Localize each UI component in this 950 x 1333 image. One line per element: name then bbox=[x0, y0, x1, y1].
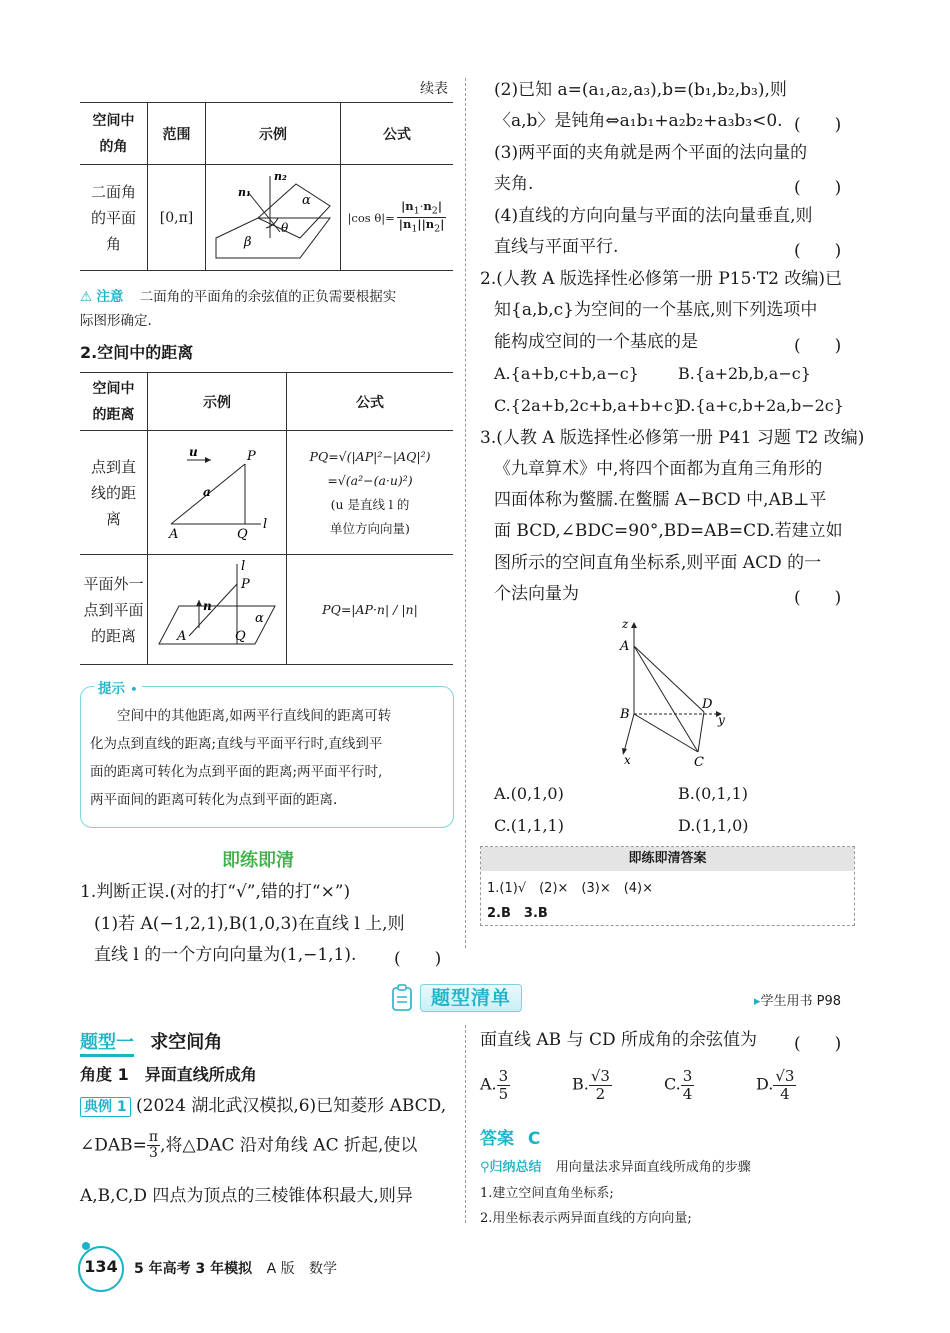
table2-row2-formula: PQ=|AP·n| / |n| bbox=[287, 555, 454, 665]
example-option-d: D. $\frac{√3}{4}$ bbox=[756, 1067, 795, 1103]
formula1-line1: PQ=√(|AP|²−|AQ|²) bbox=[309, 448, 431, 464]
fig3-label-n: n bbox=[203, 598, 212, 613]
type1-label: 题型一 bbox=[80, 1032, 134, 1057]
q1-stem: 1.判断正误.(对的打“√”,错的打“×”) bbox=[80, 882, 351, 902]
q2-line1: 2.(人教 A 版选择性必修第一册 P15·T2 改编)已 bbox=[480, 269, 843, 289]
fig4-label-A: A bbox=[620, 639, 630, 654]
continued-label: 续表 bbox=[420, 81, 448, 97]
angle1-heading: 角度 1 异面直线所成角 bbox=[80, 1065, 257, 1084]
fig3-label-A: A bbox=[177, 628, 187, 644]
note-block bbox=[80, 285, 453, 333]
fig2-label-P: P bbox=[247, 448, 256, 464]
summary-step1: 1.建立空间直角坐标系; bbox=[480, 1186, 614, 1201]
hint-line-2: 化为点到直线的距离;直线与平面平行时,直线到平 bbox=[90, 736, 383, 752]
q3-line6: 个法向量为 bbox=[494, 584, 579, 604]
q2-option-a: A.{a+b,c+b,a−c} bbox=[494, 364, 639, 383]
note-text-2: 际图形确定. bbox=[80, 313, 152, 329]
q3-option-a: A.(0,1,0) bbox=[494, 784, 564, 803]
page-dot bbox=[82, 1242, 90, 1250]
example-option-c: C. $\frac{3}{4}$ bbox=[664, 1067, 693, 1103]
column-divider-bottom bbox=[465, 1025, 466, 1223]
practice-title: 即练即清 bbox=[222, 850, 294, 871]
fig2-label-a: a bbox=[203, 484, 211, 499]
banner-title: 题型清单 bbox=[420, 984, 522, 1012]
table1-header-example: 示例 bbox=[206, 103, 341, 165]
q1-item3-line1: (3)两平面的夹角就是两个平面的法向量的 bbox=[494, 143, 808, 163]
summary-title: 用向量法求异面直线所成角的步骤 bbox=[555, 1160, 751, 1175]
note-label: 注意 bbox=[96, 289, 124, 305]
fig4-label-D: D bbox=[702, 697, 713, 712]
footer-book: 5 年高考 3 年模拟 bbox=[134, 1261, 253, 1277]
fig1-label-theta: θ bbox=[281, 220, 289, 235]
warning-icon: ⚠ bbox=[80, 289, 93, 305]
q3-line4: 面 BCD,∠BDC=90°,BD=AB=CD.若建立如 bbox=[494, 521, 843, 541]
q2-option-c: C.{2a+b,2c+b,a+b+c} bbox=[494, 396, 683, 415]
footer-subject: 数学 bbox=[309, 1261, 338, 1277]
example-line1-text: (2024 湖北武汉模拟,6)已知菱形 ABCD, bbox=[136, 1096, 447, 1116]
fig4-label-x: x bbox=[624, 753, 631, 767]
dihedral-diagram bbox=[208, 166, 338, 266]
table2-row2-name: 平面外一点到平面的距离 bbox=[80, 555, 148, 665]
q1-item1-paren: ( ) bbox=[394, 949, 442, 969]
answer-line-1: 1.(1)√ (2)× (3)× (4)× bbox=[487, 881, 654, 896]
example-line1 bbox=[80, 1096, 446, 1117]
footer-edition: A 版 bbox=[266, 1261, 295, 1277]
hint-label: 提示 ∙ bbox=[94, 677, 142, 697]
table1-header-formula: 公式 bbox=[341, 103, 454, 165]
hint-line-4: 两平面间的距离可转化为点到平面的距离. bbox=[90, 792, 338, 808]
table1-row-name: 二面角的平面角 bbox=[80, 165, 148, 271]
q2-option-d: D.{a+c,b+2a,b−2c} bbox=[678, 396, 844, 415]
table1-row-range: [0,π] bbox=[148, 165, 206, 271]
q1-item2-line1: (2)已知 a=(a₁,a₂,a₃),b=(b₁,b₂,b₃),则 bbox=[494, 80, 787, 100]
summary-step2: 2.用坐标表示两异面直线的方向向量; bbox=[480, 1211, 692, 1226]
point-line-diagram bbox=[149, 436, 285, 546]
answer-line bbox=[480, 1124, 540, 1149]
note-text-1: 二面角的平面角的余弦值的正负需要根据实 bbox=[139, 289, 397, 305]
table2-row1-name: 点到直线的距离 bbox=[80, 431, 148, 555]
q3-line2: 《九章算术》中,将四个面都为直角三角形的 bbox=[494, 459, 823, 479]
q3-line1: 3.(人教 A 版选择性必修第一册 P41 习题 T2 改编) bbox=[480, 428, 865, 448]
fig1-label-n2: n₂ bbox=[274, 169, 287, 183]
fig1-label-n1: n₁ bbox=[238, 185, 251, 199]
distance-table bbox=[80, 372, 453, 665]
key-icon: ⚲ bbox=[480, 1160, 490, 1175]
example-line3: A,B,C,D 四点为顶点的三棱锥体积最大,则异 bbox=[80, 1186, 413, 1206]
q3-option-b: B.(0,1,1) bbox=[678, 784, 749, 803]
q2-line2: 知{a,b,c}为空间的一个基底,则下列选项中 bbox=[494, 300, 818, 320]
footer-text bbox=[134, 1258, 337, 1278]
hint-text bbox=[90, 702, 444, 814]
tetrahedron-figure bbox=[612, 614, 742, 770]
formula1-line4: 单位方向向量) bbox=[330, 520, 410, 536]
fig2-label-u: u bbox=[189, 444, 198, 459]
example-option-b: B. $\frac{√3}{2}$ bbox=[572, 1067, 610, 1103]
q1-item1-line2: 直线 l 的一个方向向量为(1,−1,1). bbox=[94, 945, 357, 965]
pi-over-3-fraction: $\frac{\pi}{3}$ bbox=[148, 1129, 159, 1162]
q3-option-d: D.(1,1,0) bbox=[678, 816, 749, 835]
q3-line3: 四面体称为鳖臑.在鳖臑 A−BCD 中,AB⊥平 bbox=[494, 490, 827, 510]
fig3-label-Q: Q bbox=[235, 628, 246, 644]
point-plane-diagram bbox=[149, 556, 285, 660]
table2-header-formula: 公式 bbox=[287, 373, 454, 431]
fig3-label-alpha: α bbox=[255, 610, 264, 626]
table1-header-name: 空间中的角 bbox=[80, 103, 148, 165]
column-divider-top bbox=[465, 78, 466, 948]
table1-header-range: 范围 bbox=[148, 103, 206, 165]
q2-line3: 能构成空间的一个基底的是 bbox=[494, 332, 698, 352]
q3-option-c: C.(1,1,1) bbox=[494, 816, 564, 835]
q1-item4-line2: 直线与平面平行. bbox=[494, 237, 619, 257]
page-number: 134 bbox=[84, 1257, 118, 1276]
type1-title: 求空间角 bbox=[150, 1032, 223, 1053]
answer-box bbox=[480, 846, 855, 926]
student-book-ref: ▸学生用书 P98 bbox=[754, 994, 842, 1009]
q3-line5: 图所示的空间直角坐标系,则平面 ACD 的一 bbox=[494, 553, 822, 573]
q1-item4-paren: ( ) bbox=[794, 241, 842, 261]
table2-header-example: 示例 bbox=[148, 373, 287, 431]
clipboard-icon bbox=[390, 984, 416, 1012]
type1-heading bbox=[80, 1028, 222, 1054]
section-banner bbox=[390, 982, 538, 1014]
hint-line-3: 面的距离可转化为点到平面的距离;两平面平行时, bbox=[90, 764, 383, 780]
answer-line-2: 2.B 3.B bbox=[487, 906, 548, 921]
formula1-line3: (u 是直线 l 的 bbox=[330, 496, 410, 512]
section2-title: 2.空间中的距离 bbox=[80, 343, 194, 362]
fig4-label-B: B bbox=[620, 707, 630, 722]
point-plane-figure bbox=[148, 555, 287, 665]
q1-item2-paren: ( ) bbox=[794, 115, 842, 135]
example-paren: ( ) bbox=[794, 1034, 842, 1054]
point-line-figure bbox=[148, 431, 287, 555]
example-tag: 典例 1 bbox=[80, 1097, 131, 1117]
fig1-label-alpha: α bbox=[302, 192, 311, 208]
q3-paren: ( ) bbox=[794, 588, 842, 608]
fig2-label-l: l bbox=[263, 516, 268, 532]
formula1-line2: =√(a²−(a·u)²) bbox=[327, 472, 413, 488]
fig3-label-P: P bbox=[241, 576, 250, 592]
example-line2: ∠DAB= $\frac{\pi}{3}$ ,将△DAC 沿对角线 AC 折起,使以 bbox=[80, 1129, 418, 1162]
q1-item2-line2: 〈a,b〉是钝角⇔a₁b₁+a₂b₂+a₃b₃<0. bbox=[494, 111, 783, 131]
angle-table bbox=[80, 102, 453, 271]
example-line4: 面直线 AB 与 CD 所成角的余弦值为 bbox=[480, 1030, 758, 1050]
fig2-label-A: A bbox=[169, 526, 179, 542]
summary-heading bbox=[480, 1156, 751, 1175]
answer-label: 答案 bbox=[480, 1129, 514, 1149]
answer-box-title: 即练即清答案 bbox=[481, 847, 854, 871]
summary-label: 归纳总结 bbox=[489, 1160, 542, 1175]
table2-row1-formula bbox=[287, 431, 454, 555]
table2-header-name: 空间中的距离 bbox=[80, 373, 148, 431]
q2-option-b: B.{a+2b,b,a−c} bbox=[678, 364, 811, 383]
q1-item3-paren: ( ) bbox=[794, 178, 842, 198]
fig2-label-Q: Q bbox=[237, 526, 248, 542]
fig4-label-C: C bbox=[694, 755, 704, 770]
fig1-label-beta: β bbox=[244, 234, 252, 250]
q1-item3-line2: 夹角. bbox=[494, 174, 534, 194]
q2-paren: ( ) bbox=[794, 336, 842, 356]
q1-item1-line1: (1)若 A(−1,2,1),B(1,0,3)在直线 l 上,则 bbox=[94, 914, 405, 934]
dihedral-figure bbox=[206, 165, 341, 271]
fig4-label-y: y bbox=[718, 713, 725, 727]
hint-line-1: 空间中的其他距离,如两平行直线间的距离可转 bbox=[117, 708, 392, 724]
fig4-label-z: z bbox=[622, 617, 629, 631]
fig3-label-l: l bbox=[241, 558, 246, 574]
q1-item4-line1: (4)直线的方向向量与平面的法向量垂直,则 bbox=[494, 206, 813, 226]
arrow-right-icon: ▸ bbox=[754, 994, 761, 1009]
answer-value: C bbox=[527, 1129, 541, 1149]
example-option-a: A. $\frac{3}{5}$ bbox=[480, 1067, 509, 1103]
table1-row-formula: |cos θ|= $\frac{|n_1\cdot n_2|}{|n_1||n_2|}$ bbox=[341, 165, 454, 271]
